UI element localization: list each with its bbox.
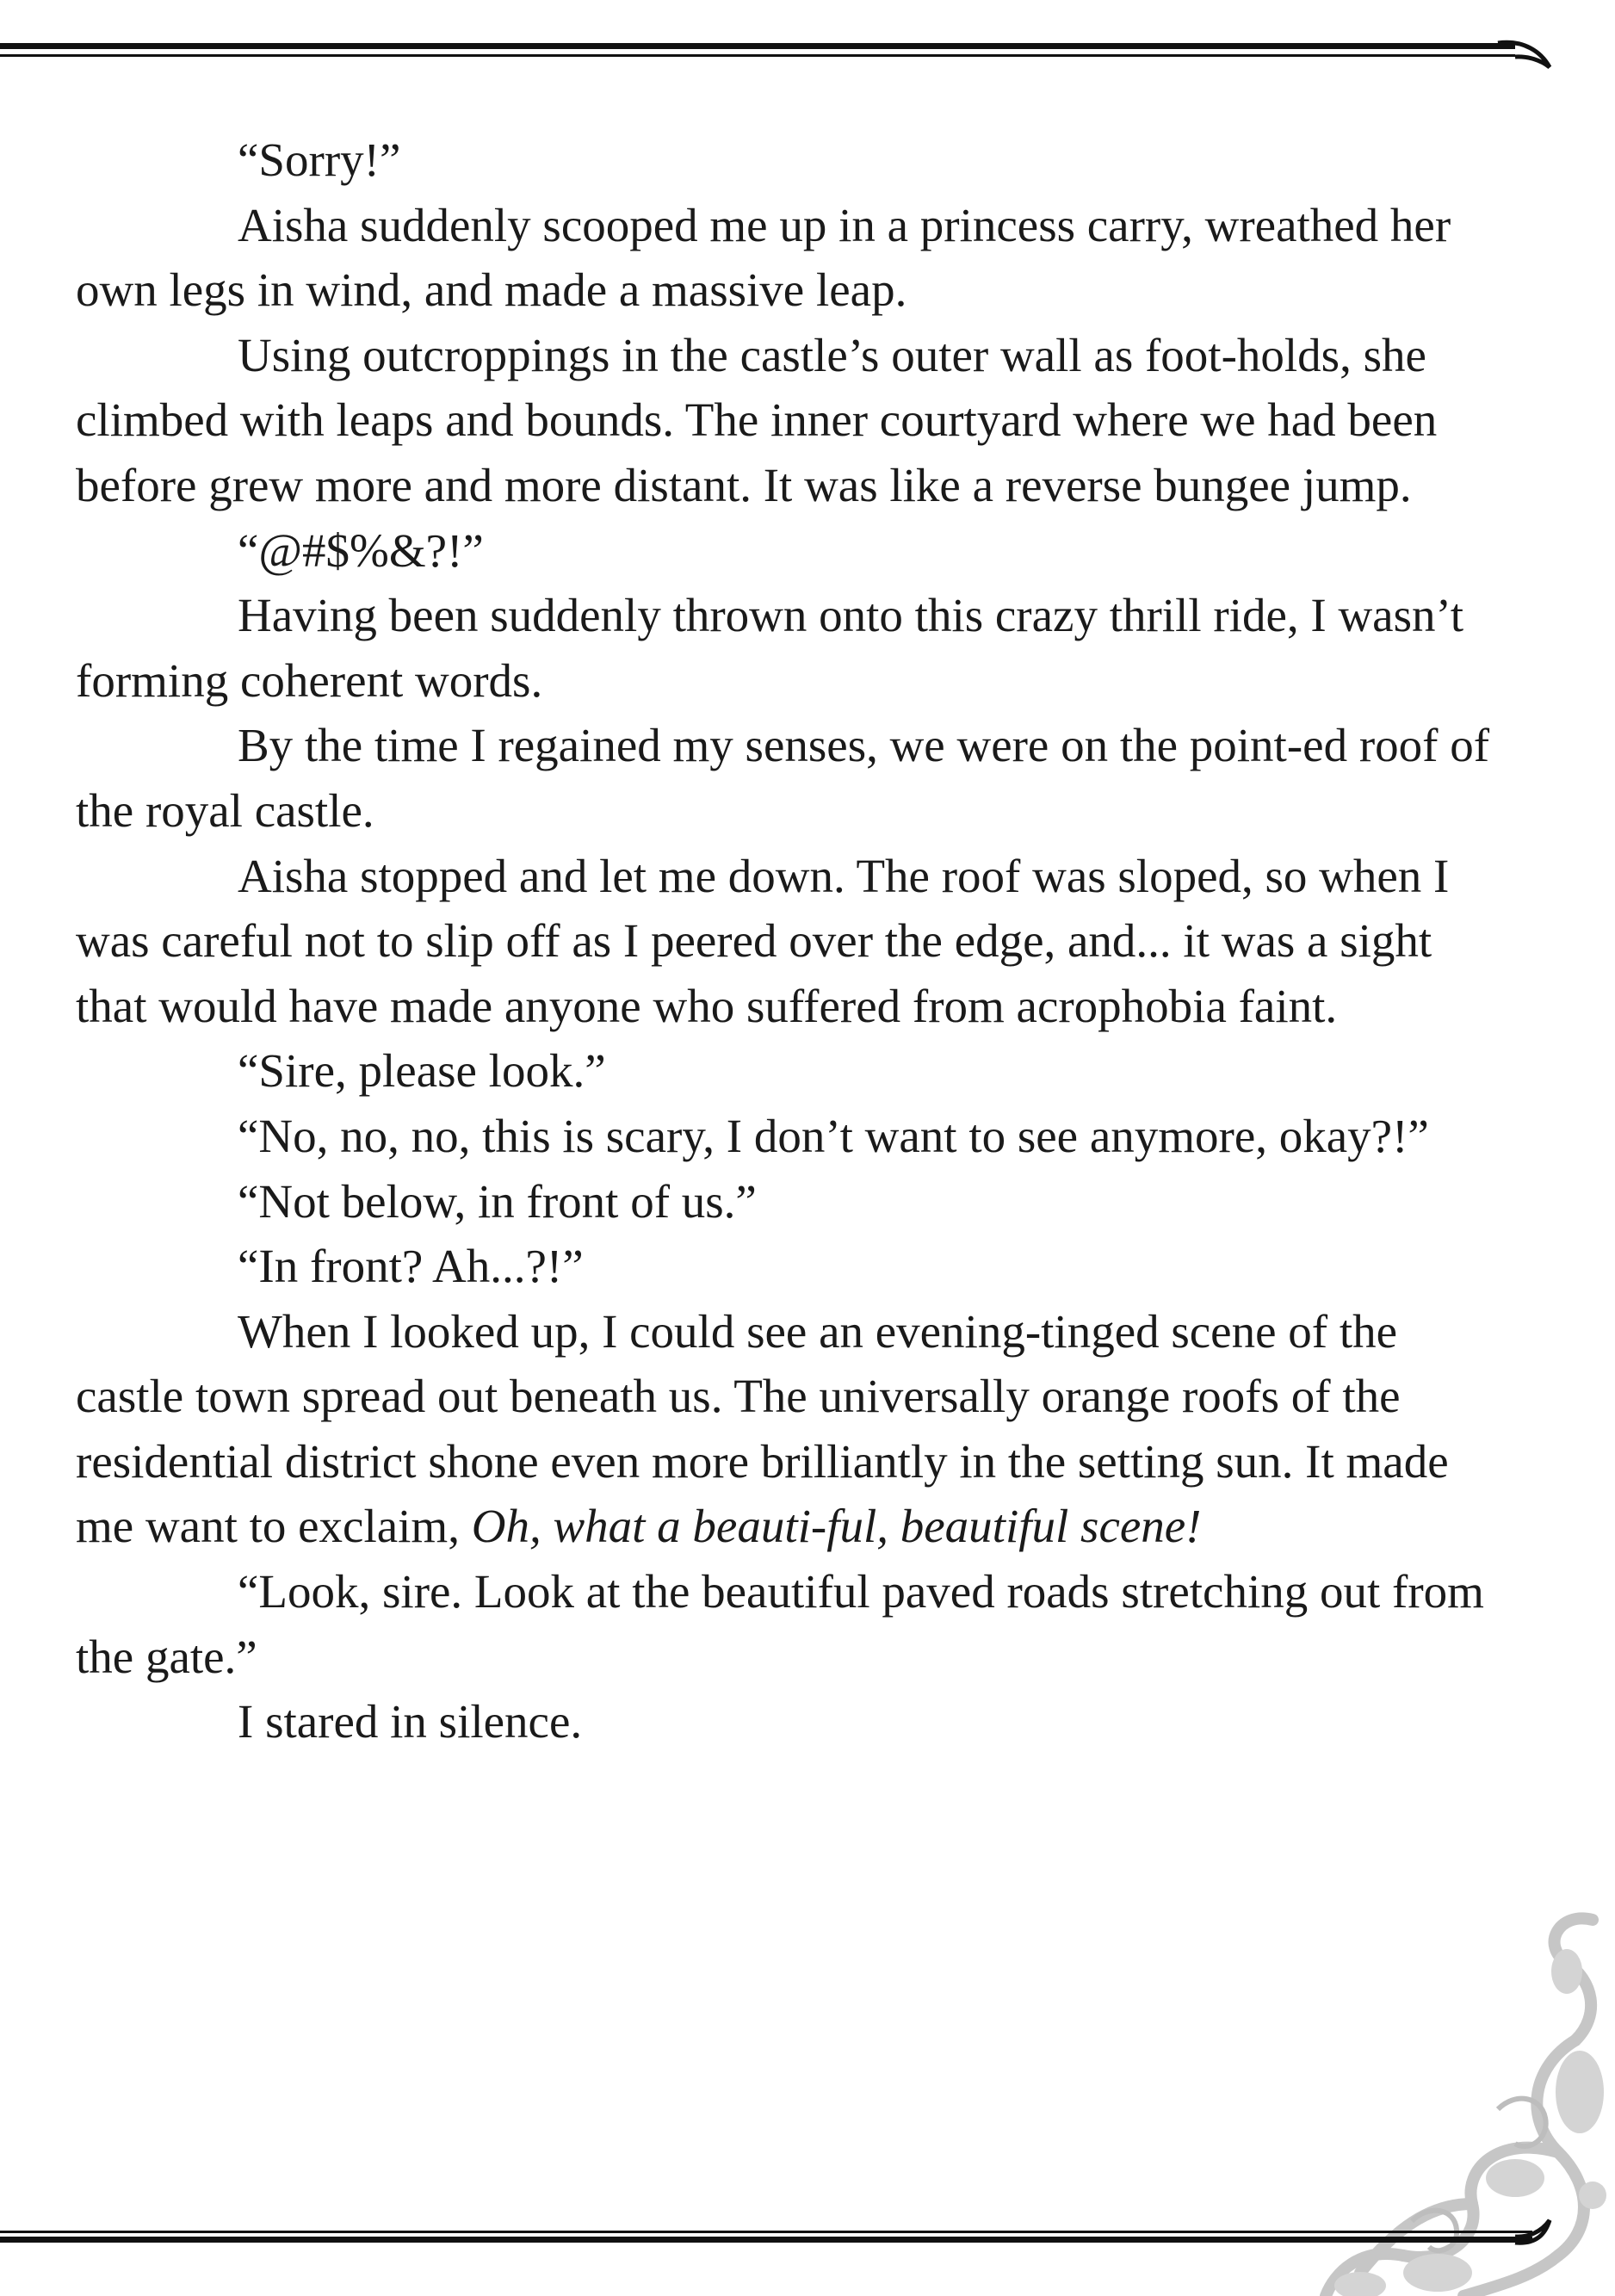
- bottom-border-rule: [0, 2201, 1615, 2270]
- paragraph: Aisha suddenly scooped me up in a princess carry, wreathed her own legs in wind, and made a massive leap.: [76, 198, 1451, 317]
- italic-exclamation: Oh, what a beauti-ful, beautiful scene!: [471, 1500, 1202, 1553]
- paragraph: “Sire, please look.”: [238, 1044, 606, 1098]
- paragraph: [76, 1299, 1496, 1559]
- paragraph-text: When I looked up, I could see an evening-tinged scene of the castle town spread out beneath us. The universally orange roofs of the residential district shone even more brilliantly in the setting sun. It made me want to exclaim,: [76, 1304, 1449, 1553]
- paragraph: “Sorry!”: [238, 133, 401, 186]
- paragraph: By the time I regained my senses, we were on the point-ed roof of the royal castle.: [76, 719, 1490, 837]
- top-border-rule: [0, 17, 1615, 86]
- paragraph: “Not below, in front of us.”: [238, 1174, 757, 1228]
- paragraph: Having been suddenly thrown onto this crazy thrill ride, I wasn’t forming coherent words.: [76, 589, 1464, 707]
- paragraph: Aisha stopped and let me down. The roof was sloped, so when I was careful not to slip off as I peered over the edge, and... it was a sight that would have made anyone who suffered from acrophobia faint.: [76, 849, 1450, 1032]
- paragraph: “In front? Ah...?!”: [238, 1240, 584, 1293]
- paragraph: “No, no, no, this is scary, I don’t want to see anymore, okay?!”: [238, 1109, 1429, 1162]
- paragraph: “Look, sire. Look at the beautiful paved roads stretching out from the gate.”: [76, 1565, 1484, 1683]
- paragraph: “@#$%&?!”: [238, 523, 484, 577]
- body-text: [76, 127, 1496, 1754]
- paragraph: Using outcroppings in the castle’s outer wall as foot-holds, she climbed with leaps and bounds. The inner courtyard where we had been before grew more and more distant. It was like a reverse bungee jump.: [76, 328, 1438, 511]
- paragraph: I stared in silence.: [238, 1695, 583, 1748]
